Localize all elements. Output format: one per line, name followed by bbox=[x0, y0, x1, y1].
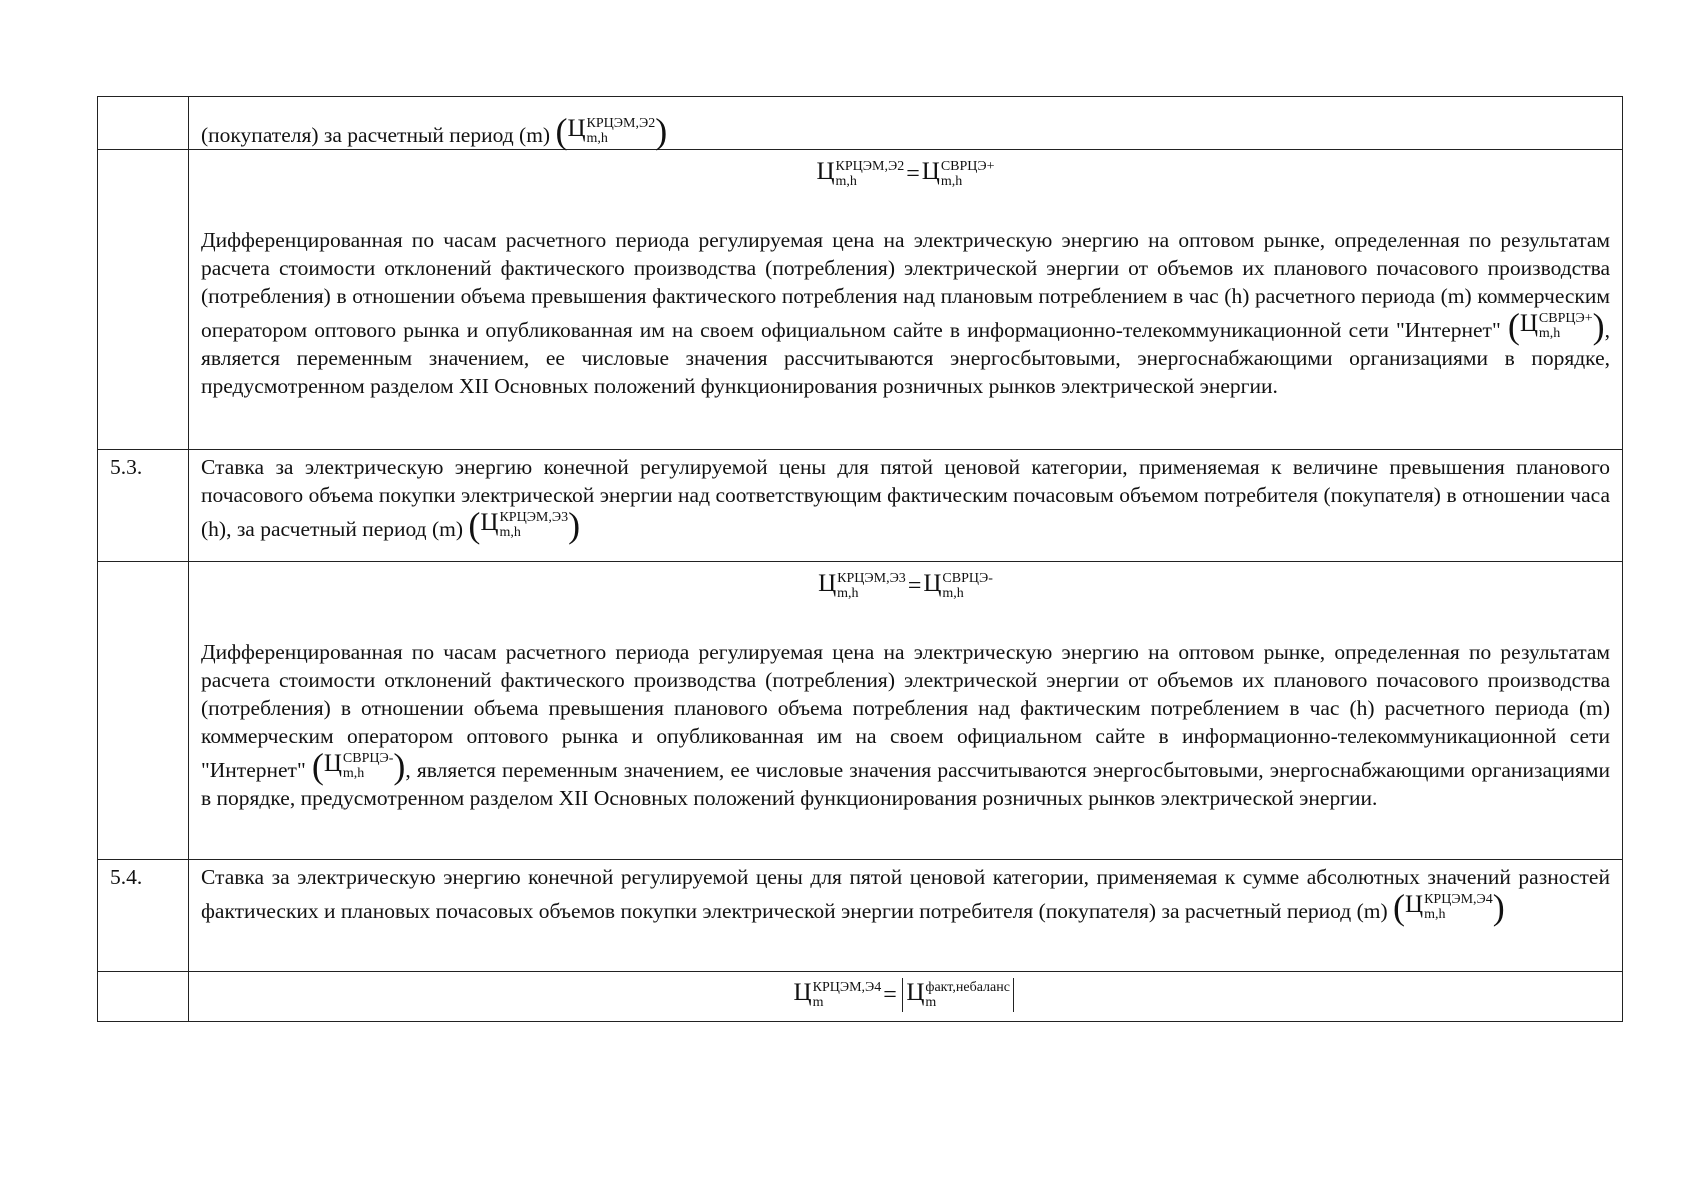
formula: Ц КРЦЭМ,Э2 m,h =Ц СВРЦЭ+ m,h bbox=[816, 158, 995, 190]
table-row bbox=[98, 150, 1623, 450]
formula-cell bbox=[189, 150, 1623, 450]
tariff-table bbox=[97, 96, 1623, 1022]
rate-symbol: (Ц КРЦЭМ,Э3 m,h ) bbox=[468, 505, 581, 546]
row-number: 5.4. bbox=[98, 860, 189, 972]
table-row bbox=[98, 972, 1623, 1022]
price-symbol: (Ц СВРЦЭ+ m,h ) bbox=[1507, 306, 1605, 347]
table-row bbox=[98, 97, 1623, 150]
formula-cell bbox=[189, 562, 1623, 860]
abs-bar-right bbox=[1013, 978, 1015, 1012]
rate-description: Ставка за электрическую энергию конечной регулируемой цены для пятой ценовой категории, применяемая к величине превышения планового почасового объема покупки электрической энергии над соответствующим фактическим почасовым объемом потребителя (покупателя) в отношении часа (h), за расчетный период (m) bbox=[201, 455, 1610, 541]
rate-description-cell bbox=[189, 97, 1623, 150]
rate-symbol: (Ц КРЦЭМ,Э4 m,h ) bbox=[1393, 887, 1505, 928]
formula-cell bbox=[189, 972, 1623, 1022]
rate-description: Ставка за электрическую энергию конечной регулируемой цены для пятой ценовой категории, применяемая к сумме абсолютных значений разностей фактических и плановых почасовых объемов покупки электрической энергии потребителя (покупателя) за расчетный период (m) bbox=[201, 865, 1610, 923]
rate-description-cell bbox=[189, 450, 1623, 562]
rate-description: (покупателя) за расчетный период (m) bbox=[201, 123, 551, 147]
row-number-cell bbox=[98, 150, 189, 450]
rate-description-cell bbox=[189, 860, 1623, 972]
rate-symbol: (Ц КРЦЭМ,Э2 m,h ) bbox=[555, 111, 668, 152]
row-number-cell bbox=[98, 97, 189, 150]
formula-explanation: Дифференцированная по часам расчетного периода регулируемая цена на электрическую энергию на оптовом рынке, определенная по результатам расчета стоимости отклонений фактического производства (потребления) электрической энергии от объемов их планового почасового производства (потребления) в отношении объема превышения планового объема потребления над фактическим потреблением в час (h) расчетного периода (m) коммерческим оператором оптового рынка и опубликованная им на своем официальном сайте в информационно-телекоммуникационной сети "Интернет" (Ц СВРЦЭ- m,h ), является переменным значением, ее числовые значения рассчитываются энергосбытовыми, энергоснабжающими организациями в порядке, предусмотренном разделом XII Основных положений функционирования розничных рынков электрической энергии. bbox=[201, 640, 1610, 810]
table-row bbox=[98, 562, 1623, 860]
price-symbol: (Ц СВРЦЭ- m,h ) bbox=[311, 746, 406, 787]
row-number-cell bbox=[98, 972, 189, 1022]
row-number: 5.3. bbox=[98, 450, 189, 562]
abs-bar-left bbox=[902, 978, 904, 1012]
table-row bbox=[98, 860, 1623, 972]
table-row bbox=[98, 450, 1623, 562]
formula: Ц КРЦЭМ,Э4 m = Ц факт,небаланс m bbox=[794, 978, 1018, 1012]
row-number-cell bbox=[98, 562, 189, 860]
formula-explanation: Дифференцированная по часам расчетного периода регулируемая цена на электрическую энергию на оптовом рынке, определенная по результатам расчета стоимости отклонений фактического производства (потребления) электрической энергии от объемов их планового почасового производства (потребления) в отношении объема превышения фактического потребления над плановым потреблением в час (h) расчетного периода (m) коммерческим оператором оптового рынка и опубликованная им на своем официальном сайте в информационно-телекоммуникационной сети "Интернет" (Ц СВРЦЭ+ m,h ), является переменным значением, ее числовые значения рассчитываются энергосбытовыми, энергоснабжающими организациями в порядке, предусмотренном разделом XII Основных положений функционирования розничных рынков электрической энергии. bbox=[201, 228, 1611, 398]
formula: Ц КРЦЭМ,Э3 m,h =Ц СВРЦЭ- m,h bbox=[818, 570, 993, 602]
